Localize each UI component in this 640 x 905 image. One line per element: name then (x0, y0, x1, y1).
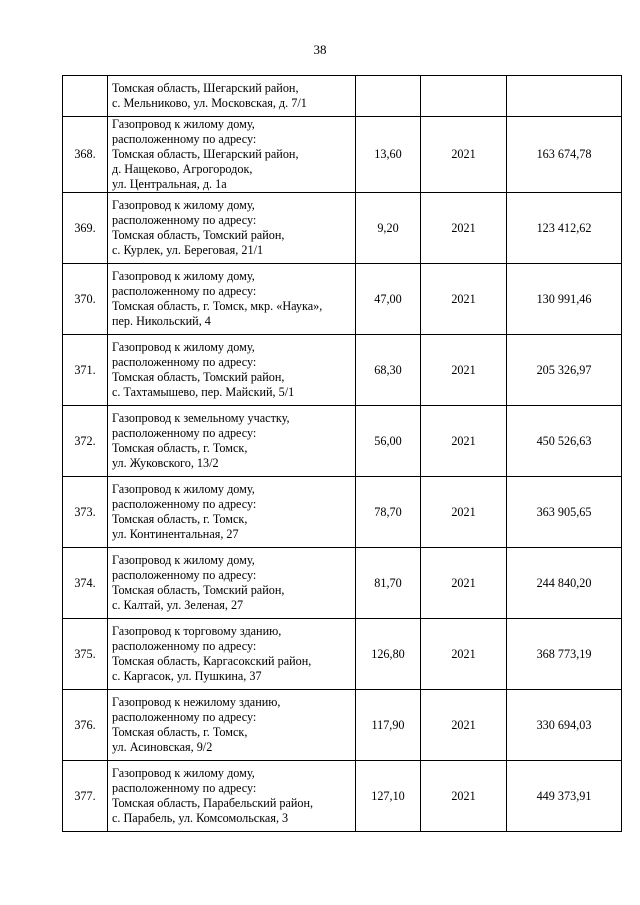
description-line: Томская область, г. Томск, (112, 725, 248, 739)
description-line: с. Мельниково, ул. Московская, д. 7/1 (112, 96, 307, 110)
description-line: Газопровод к жилому дому, (112, 198, 255, 212)
description-line: расположенному по адресу: (112, 355, 257, 369)
row-description-cell (108, 548, 356, 619)
description-line: расположенному по адресу: (112, 639, 257, 653)
row-cost-cell: 130 991,46 (507, 264, 622, 335)
row-number-cell: 377. (63, 761, 108, 832)
description-line: Томская область, г. Томск, (112, 441, 248, 455)
row-number-cell: 369. (63, 193, 108, 264)
table-row (63, 477, 622, 548)
description-line: расположенному по адресу: (112, 426, 257, 440)
row-cost-cell (507, 76, 622, 117)
description-line: расположенному по адресу: (112, 284, 257, 298)
description-line: с. Калтай, ул. Зеленая, 27 (112, 598, 244, 612)
table-row (63, 406, 622, 477)
description-line: Томская область, Шегарский район, (112, 147, 299, 161)
row-year-cell: 2021 (421, 477, 507, 548)
row-description-cell (108, 117, 356, 193)
row-year-cell: 2021 (421, 690, 507, 761)
description-line: Томская область, Шегарский район, (112, 81, 299, 95)
description-line: Газопровод к жилому дому, (112, 117, 255, 131)
row-description-cell (108, 477, 356, 548)
gas-pipeline-registry-table (62, 75, 622, 832)
table-row-continued (63, 76, 622, 117)
row-cost-cell: 368 773,19 (507, 619, 622, 690)
table-row (63, 619, 622, 690)
row-cost-cell: 205 326,97 (507, 335, 622, 406)
row-length-cell: 13,60 (356, 117, 421, 193)
row-length-cell: 117,90 (356, 690, 421, 761)
row-length-cell: 126,80 (356, 619, 421, 690)
row-year-cell: 2021 (421, 406, 507, 477)
row-number-cell: 373. (63, 477, 108, 548)
table-row (63, 264, 622, 335)
row-year-cell: 2021 (421, 335, 507, 406)
description-line: Томская область, Томский район, (112, 583, 285, 597)
description-line: Томская область, Томский район, (112, 370, 285, 384)
description-line: ул. Центральная, д. 1а (112, 177, 227, 191)
row-description-cell (108, 193, 356, 264)
description-line: Газопровод к земельному участку, (112, 411, 290, 425)
row-cost-cell: 450 526,63 (507, 406, 622, 477)
description-line: Газопровод к нежилому зданию, (112, 695, 281, 709)
table-row (63, 761, 622, 832)
row-length-cell: 56,00 (356, 406, 421, 477)
description-line: с. Парабель, ул. Комсомольская, 3 (112, 811, 289, 825)
row-number-cell: 376. (63, 690, 108, 761)
row-cost-cell: 330 694,03 (507, 690, 622, 761)
row-length-cell: 127,10 (356, 761, 421, 832)
description-line: Томская область, Томский район, (112, 228, 285, 242)
row-description-cell (108, 406, 356, 477)
row-number-cell: 370. (63, 264, 108, 335)
description-line: д. Нащеково, Агрогородок, (112, 162, 253, 176)
description-line: Газопровод к жилому дому, (112, 340, 255, 354)
description-line: Томская область, Каргасокский район, (112, 654, 312, 668)
row-cost-cell: 244 840,20 (507, 548, 622, 619)
description-line: расположенному по адресу: (112, 213, 257, 227)
description-line: Газопровод к жилому дому, (112, 482, 255, 496)
row-cost-cell: 163 674,78 (507, 117, 622, 193)
description-line: Газопровод к торговому зданию, (112, 624, 282, 638)
row-cost-cell: 449 373,91 (507, 761, 622, 832)
row-description-cell (108, 264, 356, 335)
row-length-cell: 78,70 (356, 477, 421, 548)
row-description-cell (108, 761, 356, 832)
table-row (63, 117, 622, 193)
table-row (63, 193, 622, 264)
description-line: расположенному по адресу: (112, 132, 257, 146)
row-number-cell: 375. (63, 619, 108, 690)
description-line: расположенному по адресу: (112, 497, 257, 511)
row-length-cell: 81,70 (356, 548, 421, 619)
description-line: с. Курлек, ул. Береговая, 21/1 (112, 243, 264, 257)
description-line: пер. Никольский, 4 (112, 314, 211, 328)
page-number: 38 (313, 42, 327, 57)
row-number-cell: 372. (63, 406, 108, 477)
row-length-cell: 9,20 (356, 193, 421, 264)
description-line: Газопровод к жилому дому, (112, 553, 255, 567)
description-line: ул. Асиновская, 9/2 (112, 740, 213, 754)
row-cost-cell: 123 412,62 (507, 193, 622, 264)
row-number-cell: 368. (63, 117, 108, 193)
table-row (63, 690, 622, 761)
row-description-cell (108, 690, 356, 761)
table-body (63, 76, 622, 832)
row-number-cell: 371. (63, 335, 108, 406)
row-description-cell (108, 76, 356, 117)
description-line: Томская область, г. Томск, мкр. «Наука», (112, 299, 323, 313)
description-line: с. Тахтамышево, пер. Майский, 5/1 (112, 385, 295, 399)
description-line: расположенному по адресу: (112, 568, 257, 582)
description-line: Томская область, г. Томск, (112, 512, 248, 526)
description-line: Газопровод к жилому дому, (112, 269, 255, 283)
row-number-cell (63, 76, 108, 117)
row-year-cell: 2021 (421, 548, 507, 619)
description-line: Газопровод к жилому дому, (112, 766, 255, 780)
row-description-cell (108, 335, 356, 406)
table-row (63, 548, 622, 619)
row-length-cell: 68,30 (356, 335, 421, 406)
row-year-cell: 2021 (421, 117, 507, 193)
row-year-cell: 2021 (421, 619, 507, 690)
description-line: с. Каргасок, ул. Пушкина, 37 (112, 669, 262, 683)
description-line: Томская область, Парабельский район, (112, 796, 314, 810)
description-line: расположенному по адресу: (112, 781, 257, 795)
row-year-cell: 2021 (421, 264, 507, 335)
row-cost-cell: 363 905,65 (507, 477, 622, 548)
description-line: ул. Жуковского, 13/2 (112, 456, 219, 470)
description-line: ул. Континентальная, 27 (112, 527, 239, 541)
description-line: расположенному по адресу: (112, 710, 257, 724)
row-year-cell: 2021 (421, 193, 507, 264)
row-year-cell: 2021 (421, 761, 507, 832)
table-row (63, 335, 622, 406)
row-length-cell (356, 76, 421, 117)
row-year-cell (421, 76, 507, 117)
row-length-cell: 47,00 (356, 264, 421, 335)
row-number-cell: 374. (63, 548, 108, 619)
row-description-cell (108, 619, 356, 690)
